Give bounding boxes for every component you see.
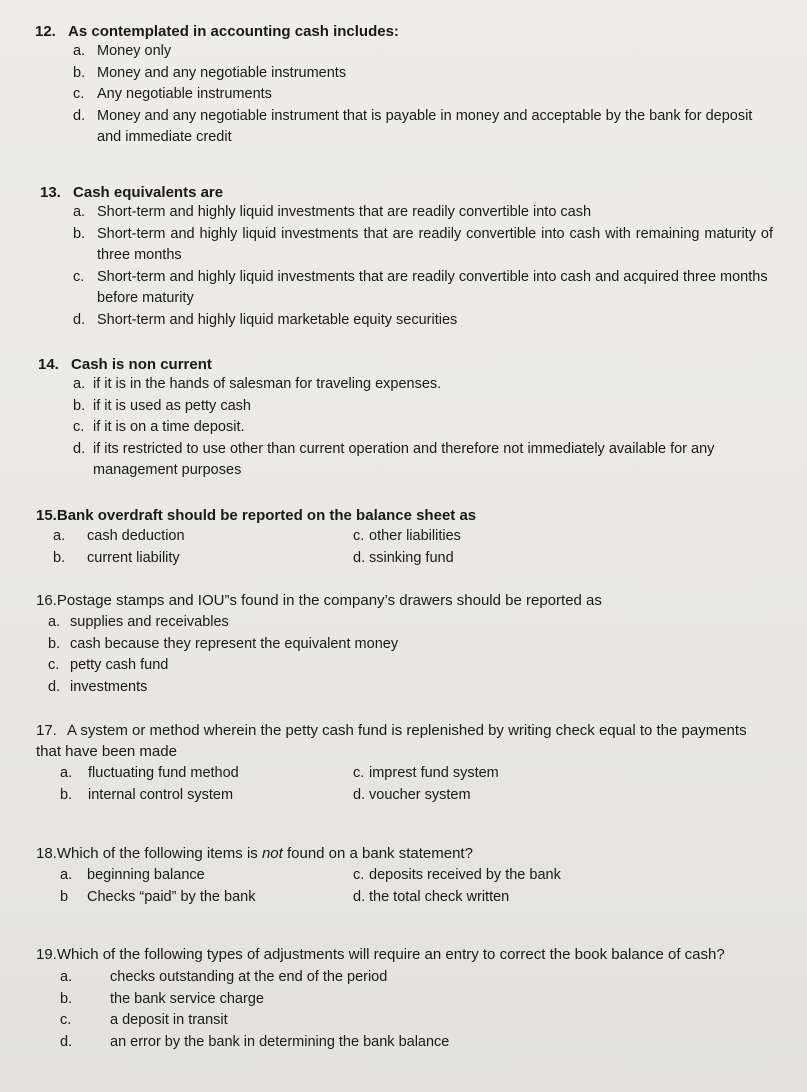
option-letter: a. <box>73 43 86 59</box>
question-15 <box>0 505 800 572</box>
option-text: Short-term and highly liquid investments that are readily convertible into cash and acquired three months before maturity <box>97 268 768 306</box>
option-text: checks outstanding at the end of the period <box>110 969 388 985</box>
option-letter: a. <box>60 765 73 781</box>
option-text: cash deduction <box>87 528 185 544</box>
question-12 <box>0 21 800 149</box>
option-b[interactable] <box>60 887 255 909</box>
option-text: Money only <box>97 43 172 59</box>
option-c[interactable] <box>48 655 738 677</box>
question-stem-post: found on a bank statement? <box>282 845 473 862</box>
option-letter: d. <box>60 1033 73 1050</box>
option-c[interactable] <box>353 763 499 785</box>
option-letter: c. <box>73 419 85 435</box>
option-letter: a. <box>73 204 86 220</box>
option-d[interactable] <box>73 310 763 332</box>
option-letter: d. <box>73 311 86 328</box>
option-b[interactable] <box>73 63 753 85</box>
option-letter: d. <box>353 550 366 566</box>
option-text: other liabilities <box>369 528 461 544</box>
option-text: the total check written <box>369 889 510 905</box>
option-letter: b <box>60 889 69 905</box>
question-number: 17. <box>36 722 57 739</box>
question-19 <box>0 944 800 1053</box>
question-number: 16. <box>36 592 57 609</box>
option-letter: a. <box>73 376 86 392</box>
option-text: fluctuating fund method <box>88 765 239 781</box>
option-d[interactable] <box>353 887 509 909</box>
option-b[interactable] <box>48 634 738 656</box>
question-stem-pre: Which of the following items is <box>56 845 262 862</box>
question-number: 14. <box>38 356 59 373</box>
option-text: Checks “paid” by the bank <box>87 889 256 905</box>
question-stem: Cash equivalents are <box>73 184 224 201</box>
question-stem: Postage stamps and IOU”s found in the company’s drawers should be reported as <box>56 592 602 609</box>
question-stem: Bank overdraft should be reported on the balance sheet as <box>56 507 477 524</box>
question-number: 18. <box>36 845 57 862</box>
option-grid <box>0 526 800 572</box>
option-letter: a. <box>60 969 73 985</box>
option-letter: c. <box>73 86 85 102</box>
option-text: Any negotiable instruments <box>97 86 272 102</box>
option-text: deposits received by the bank <box>369 867 561 883</box>
option-c[interactable] <box>60 1010 750 1032</box>
option-c[interactable] <box>73 267 773 310</box>
option-text: voucher system <box>369 787 471 803</box>
question-14 <box>0 354 800 482</box>
question-number: 19. <box>36 946 57 963</box>
option-letter: c. <box>60 1012 72 1028</box>
option-letter: b. <box>53 550 66 566</box>
option-b[interactable] <box>60 785 233 807</box>
option-a[interactable] <box>73 374 763 396</box>
option-letter: d. <box>353 787 366 803</box>
option-d[interactable] <box>60 1032 750 1054</box>
option-a[interactable] <box>53 526 185 548</box>
question-stem-emphasis: not <box>261 845 283 862</box>
option-letter: d. <box>48 678 61 695</box>
option-text: Short-term and highly liquid investments that are readily convertible into cash <box>97 204 592 220</box>
option-text: a deposit in transit <box>110 1012 228 1028</box>
option-text: investments <box>70 678 148 695</box>
option-letter: c. <box>73 268 85 285</box>
option-b[interactable] <box>73 396 763 418</box>
option-text: imprest fund system <box>369 765 499 781</box>
option-d[interactable] <box>48 677 738 699</box>
option-text: the bank service charge <box>110 990 264 1007</box>
option-text: cash because they represent the equivalent money <box>70 635 399 652</box>
option-text: Money and any negotiable instrument that is payable in money and acceptable by the bank for deposit and immediate credit <box>97 107 753 145</box>
question-13 <box>0 182 800 331</box>
question-stem: Which of the following types of adjustments will require an entry to correct the book balance of cash? <box>56 946 725 963</box>
option-text: Short-term and highly liquid investments that are readily convertible into cash with remaining maturity of three months <box>97 225 773 263</box>
option-a[interactable] <box>73 202 763 224</box>
option-a[interactable] <box>60 967 750 989</box>
option-d[interactable] <box>73 439 773 482</box>
option-letter: a. <box>48 614 61 630</box>
option-a[interactable] <box>73 41 753 63</box>
option-letter: b. <box>73 397 86 414</box>
option-letter: c. <box>353 765 365 781</box>
option-grid <box>0 763 800 809</box>
option-c[interactable] <box>73 417 763 439</box>
option-d[interactable] <box>353 548 454 570</box>
option-letter: b. <box>73 64 86 81</box>
question-number: 15. <box>36 507 57 524</box>
option-text: an error by the bank in determining the bank balance <box>110 1033 450 1050</box>
question-18 <box>0 843 800 911</box>
option-text: supplies and receivables <box>70 614 229 630</box>
question-16 <box>0 590 800 698</box>
option-letter: c. <box>353 867 365 883</box>
option-c[interactable] <box>73 84 753 106</box>
option-text: Short-term and highly liquid marketable equity securities <box>97 311 458 328</box>
option-a[interactable] <box>60 865 205 887</box>
option-text: beginning balance <box>87 867 205 883</box>
option-letter: c. <box>48 657 60 673</box>
option-letter: d. <box>353 889 366 905</box>
question-number: 12. <box>35 23 56 40</box>
option-letter: b. <box>73 225 86 242</box>
question-stem: As contemplated in accounting cash includes: <box>68 23 399 40</box>
option-a[interactable] <box>48 612 738 634</box>
question-stem: A system or method wherein the petty cash fund is replenished by writing check equal to the payments that have been made <box>36 722 747 760</box>
option-letter: a. <box>60 867 73 883</box>
option-text: petty cash fund <box>70 657 169 673</box>
option-text: if it is in the hands of salesman for traveling expenses. <box>93 376 442 392</box>
option-letter: d. <box>73 107 86 124</box>
question-number: 13. <box>40 184 61 201</box>
option-a[interactable] <box>60 763 239 785</box>
option-b[interactable] <box>73 224 773 267</box>
option-b[interactable] <box>53 548 180 570</box>
option-letter: a. <box>53 528 66 544</box>
option-c[interactable] <box>353 865 561 887</box>
option-text: if it is used as petty cash <box>93 397 251 414</box>
option-grid <box>0 865 800 911</box>
option-text: if it is on a time deposit. <box>93 419 245 435</box>
option-letter: c. <box>353 528 365 544</box>
option-text: internal control system <box>88 787 234 803</box>
option-text: if its restricted to use other than current operation and therefore not immediately available for any management purposes <box>93 440 715 478</box>
option-text: Money and any negotiable instruments <box>97 64 347 81</box>
option-d[interactable] <box>73 106 763 149</box>
option-text: ssinking fund <box>369 550 454 566</box>
option-b[interactable] <box>60 989 750 1011</box>
question-stem: Cash is non current <box>71 356 212 373</box>
option-c[interactable] <box>353 526 461 548</box>
option-d[interactable] <box>353 785 471 807</box>
option-letter: b. <box>48 635 61 652</box>
option-letter: d. <box>73 440 86 457</box>
option-letter: b. <box>60 990 73 1007</box>
question-17 <box>0 720 800 809</box>
option-letter: b. <box>60 787 73 803</box>
option-text: current liability <box>87 550 180 566</box>
